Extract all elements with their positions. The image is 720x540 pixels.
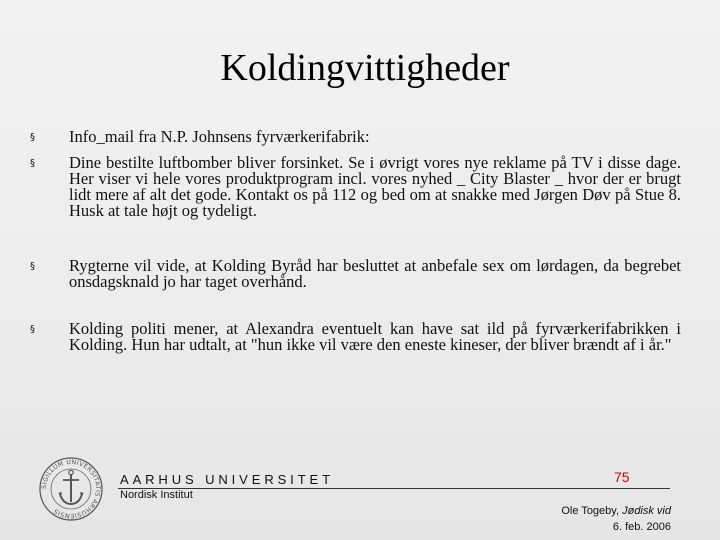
author-name: Ole Togeby, xyxy=(561,505,620,517)
bullet-marker: § xyxy=(30,261,35,272)
institute-name: Nordisk Institut xyxy=(120,489,193,501)
bullet-marker: § xyxy=(30,132,35,143)
bullet-marker: § xyxy=(30,158,35,169)
slide-title: Koldingvittigheder xyxy=(220,47,510,89)
date-text: 6. feb. 2006 xyxy=(612,521,671,533)
footer-divider xyxy=(118,488,670,489)
page-number: 75 xyxy=(614,469,630,485)
svg-text:SIGILLUM UNIVERSITATIS ARHUSIE: SIGILLUM UNIVERSITATIS ARHUSIENSIS xyxy=(40,458,102,520)
course-name: Jødisk vid xyxy=(622,505,671,517)
bullet-text: Info_mail fra N.P. Johnsens fyrværkerifabrik: xyxy=(69,127,370,146)
author-block xyxy=(561,503,671,535)
author-line xyxy=(561,503,671,519)
bullet-marker: § xyxy=(30,324,35,335)
university-name: AARHUS UNIVERSITET xyxy=(120,472,334,487)
bullet-text: Dine bestilte luftbomber bliver forsinket. Se i øvrigt vores nye reklame på TV i disse dage. Her viser vi hele vores produktprogram incl. vores nyhed _ City Blaster _ hvor der er brugt lidt mere af alt det gode. Kontakt os på 112 og bed om at snakke med Jørgen Døv på Stue 8. Husk at tale højt og tydeligt. xyxy=(69,153,681,220)
university-seal-logo xyxy=(38,456,104,522)
bullet-text: Kolding politi mener, at Alexandra eventuelt kan have sat ild på fyrværkerifabrikken i Kolding. Hun har udtalt, at "hun ikke vil være den eneste kineser, der bliver brændt af i år." xyxy=(69,319,681,354)
bullet-text: Rygterne vil vide, at Kolding Byråd har besluttet at anbefale sex om lørdagen, da begrebet onsdagsknald jo har taget overhånd. xyxy=(69,256,681,291)
